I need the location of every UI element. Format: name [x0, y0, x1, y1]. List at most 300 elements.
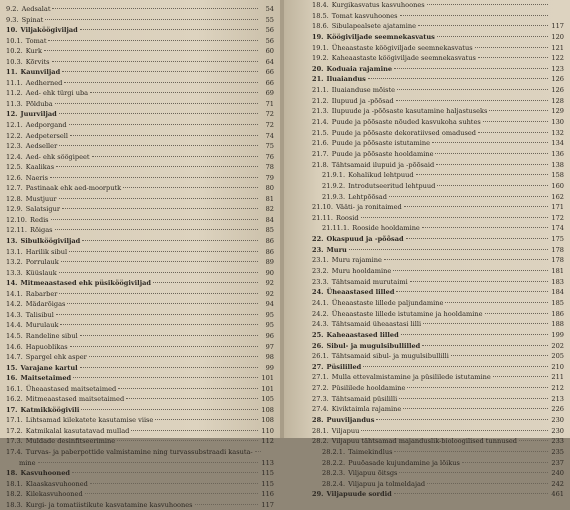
- toc-entry-number: 20.: [312, 64, 324, 73]
- toc-entry-number: 9.2.: [6, 5, 19, 13]
- toc-section-entry: [312, 96, 564, 107]
- toc-dot-leader: [400, 15, 548, 16]
- toc-entry-number: 13.1.: [6, 247, 23, 256]
- toc-chapter-entry: [6, 109, 274, 120]
- toc-entry-number: 21.5.: [312, 128, 329, 137]
- toc-entry-number: 28.2.4.: [322, 479, 346, 488]
- toc-section-entry: [6, 36, 274, 47]
- toc-dot-leader: [61, 261, 258, 262]
- toc-entry-title: Kurgikasvatus kasvuhoones: [331, 1, 425, 9]
- toc-dot-leader: [422, 345, 548, 346]
- toc-dot-leader: [437, 185, 548, 186]
- toc-section-entry: [6, 320, 274, 331]
- toc-page-number: 235: [551, 447, 564, 456]
- toc-dot-leader: [368, 78, 548, 79]
- toc-entry-title: Viljapuu õitsgs: [348, 469, 398, 478]
- toc-entry-title: Üheaastased maitsetaimed: [25, 384, 117, 393]
- toc-section-entry: [6, 500, 274, 510]
- toc-dot-leader: [90, 483, 258, 484]
- toc-entry-number: 12.10.: [6, 215, 27, 224]
- toc-dot-leader: [52, 61, 258, 62]
- toc-page-number: 202: [551, 341, 564, 350]
- toc-page-number: 92: [265, 279, 274, 288]
- toc-dot-leader: [59, 293, 258, 294]
- toc-section-entry: [312, 404, 564, 415]
- toc-entry-number: 28.2.1.: [322, 447, 346, 456]
- toc-entry-number: 18.3.: [6, 500, 23, 509]
- toc-entry-number: 10.1.: [6, 36, 23, 45]
- toc-dot-leader: [396, 100, 548, 101]
- toc-entry-title: Spargel ehk asper: [25, 353, 87, 362]
- toc-section-entry: [312, 11, 564, 22]
- toc-dot-leader: [48, 40, 258, 41]
- toc-entry-number: 26.1.: [312, 352, 329, 361]
- toc-entry-title: mine: [19, 458, 36, 467]
- toc-entry-title: Iluaiandus: [326, 75, 366, 84]
- toc-dot-leader: [59, 272, 258, 273]
- toc-entry-title: Mitmeaastased maitsetaimed: [25, 395, 125, 404]
- toc-page-number: 92: [265, 289, 274, 298]
- toc-page-number: 99: [265, 363, 274, 372]
- toc-entry-number: 28.: [312, 415, 324, 424]
- toc-entry-title: Redis: [29, 215, 49, 224]
- toc-page-number: 240: [551, 469, 564, 478]
- toc-dot-leader: [62, 71, 258, 72]
- toc-entry-title: Viljapuu: [331, 426, 360, 435]
- toc-dot-leader: [126, 398, 258, 399]
- toc-entry-title: Talisibul: [25, 310, 54, 319]
- toc-entry-title: Mustjuur: [25, 194, 57, 203]
- toc-entry-title: Püsililede hooldamine: [331, 384, 406, 393]
- toc-entry-title: Porrulauk: [25, 258, 59, 267]
- toc-dot-leader: [44, 50, 258, 51]
- toc-dot-leader: [376, 419, 548, 420]
- toc-entry-number: 28.2.2.: [322, 458, 346, 467]
- toc-page-number: 76: [265, 152, 274, 161]
- toc-entry-number: 14.4.: [6, 321, 23, 330]
- toc-page-number: 183: [551, 277, 564, 286]
- toc-entry-title: Rabarber: [25, 289, 58, 298]
- toc-dot-leader: [59, 113, 258, 114]
- toc-dot-leader: [56, 166, 258, 167]
- toc-entry-title: Sibul- ja mugulsibullilled: [326, 341, 421, 350]
- toc-dot-leader: [69, 251, 258, 252]
- toc-dot-leader: [82, 240, 258, 241]
- toc-entry-title: Aedsalat: [21, 5, 51, 13]
- toc-dot-leader: [255, 451, 261, 452]
- toc-page-number: 138: [551, 160, 564, 169]
- toc-page-number: 56: [265, 36, 274, 45]
- toc-dot-leader: [384, 259, 548, 260]
- toc-chapter-entry: [6, 278, 274, 289]
- toc-page-number: 178: [551, 245, 564, 254]
- toc-dot-leader: [80, 335, 258, 336]
- toc-entry-number: 21.4.: [312, 118, 329, 127]
- toc-entry-title: Turvas- ja paberpottide valmistamine ning turvassubstraadi kasuta-: [25, 447, 253, 456]
- toc-entry-title: Puuõasade kujundamine ja lõikus: [348, 458, 460, 467]
- toc-page-number: 158: [551, 171, 564, 180]
- toc-entry-number: 26.: [312, 341, 324, 350]
- toc-chapter-entry: [312, 489, 564, 500]
- toc-entry-title: Lehtpõõsad: [348, 192, 387, 201]
- toc-page-number: 233: [551, 437, 564, 446]
- toc-section-entry: [312, 436, 564, 447]
- toc-entry-title: Spinat: [21, 15, 44, 24]
- toc-dot-leader: [397, 89, 548, 90]
- toc-section-entry: [6, 310, 274, 321]
- toc-section-entry: [6, 46, 274, 57]
- toc-dot-leader: [393, 270, 548, 271]
- toc-entry-number: 27.4.: [312, 405, 329, 414]
- toc-entry-number: 11.3.: [6, 99, 23, 108]
- toc-entry-number: 23.3.: [312, 277, 329, 286]
- toc-entry-number: 16.1.: [6, 384, 23, 393]
- toc-dot-leader: [394, 451, 548, 452]
- toc-entry-title: Ilupuude ja -põõsaste kasutamine haljastuseks: [331, 107, 488, 116]
- toc-section-entry: [312, 106, 564, 117]
- toc-page-number: 110: [261, 426, 274, 435]
- toc-section-entry: [312, 192, 564, 203]
- toc-page-number: 84: [265, 215, 274, 224]
- toc-page-number: 205: [551, 352, 564, 361]
- toc-section-entry: [312, 43, 564, 54]
- toc-dot-leader: [436, 164, 548, 165]
- toc-section-entry: [6, 458, 274, 469]
- toc-section-entry: [6, 299, 274, 310]
- toc-entry-number: 27.: [312, 362, 324, 371]
- toc-page-number: 115: [261, 469, 274, 478]
- toc-dot-leader: [437, 36, 548, 37]
- toc-section-entry: [312, 138, 564, 149]
- toc-chapter-entry: [312, 415, 564, 426]
- toc-entry-number: 17.3.: [6, 437, 23, 446]
- toc-section-entry: [312, 426, 564, 437]
- toc-entry-title: Rõigas: [29, 226, 53, 235]
- toc-section-entry: [312, 202, 564, 213]
- toc-entry-title: Pastinaak ehk aed-moorputk: [25, 184, 122, 193]
- toc-section-entry: [6, 15, 274, 26]
- toc-dot-leader: [427, 483, 548, 484]
- toc-dot-leader: [90, 92, 258, 93]
- toc-entry-title: Küüslauk: [25, 268, 57, 277]
- toc-entry-title: Muru hooldamine: [331, 267, 392, 276]
- toc-entry-title: Tähtsamaid ilupuid ja -põõsaid: [331, 160, 435, 169]
- toc-section-entry: [6, 426, 274, 437]
- toc-page-number: 117: [551, 22, 564, 31]
- toc-page-number: 116: [261, 490, 274, 499]
- toc-chapter-entry: [312, 341, 564, 352]
- toc-entry-number: 12.5.: [6, 163, 23, 172]
- toc-entry-number: 12.8.: [6, 194, 23, 203]
- toc-page-number: 95: [265, 321, 274, 330]
- toc-section-entry: [6, 152, 274, 163]
- toc-page-number: 82: [265, 205, 274, 214]
- toc-entry-number: 15.: [6, 363, 18, 372]
- toc-dot-leader: [361, 430, 548, 431]
- toc-dot-leader: [64, 82, 258, 83]
- toc-page-number: 237: [551, 458, 564, 467]
- toc-dot-leader: [92, 156, 258, 157]
- toc-section-entry: [6, 479, 274, 490]
- toc-section-entry: [6, 225, 274, 236]
- toc-chapter-entry: [312, 64, 564, 75]
- toc-entry-title: Roosid: [335, 213, 359, 222]
- toc-entry-title: Mädarõigas: [25, 300, 66, 309]
- toc-page-number: 120: [551, 32, 564, 41]
- toc-dot-leader: [59, 198, 258, 199]
- toc-section-entry: [312, 447, 564, 458]
- toc-entry-title: Kaunviljad: [20, 68, 61, 77]
- toc-dot-leader: [406, 238, 548, 239]
- toc-page-number: 126: [551, 75, 564, 84]
- toc-entry-number: 13.: [6, 237, 18, 246]
- toc-page-number: 79: [265, 173, 274, 182]
- toc-page-number: 78: [265, 163, 274, 172]
- toc-chapter-entry: [6, 405, 274, 416]
- toc-page-number: 66: [265, 68, 274, 77]
- toc-dot-leader: [155, 419, 258, 420]
- toc-dot-leader: [70, 135, 258, 136]
- toc-page-number: 123: [551, 64, 564, 73]
- toc-entry-title: Klaaskasvuhooned: [25, 479, 88, 488]
- toc-page-number: 54: [265, 5, 274, 13]
- toc-page-number: 175: [551, 235, 564, 244]
- toc-section-entry: [6, 394, 274, 405]
- toc-entry-title: Tähtsamaid sibul- ja mugulsibullilli: [331, 352, 449, 361]
- toc-chapter-entry: [6, 25, 274, 36]
- toc-section-entry: [312, 53, 564, 64]
- toc-entry-title: Tähtsamaid murutaimi: [331, 277, 408, 286]
- toc-dot-leader: [399, 472, 548, 473]
- toc-page-number: 230: [551, 415, 564, 424]
- toc-entry-number: 21.6.: [312, 139, 329, 148]
- toc-page-number: 108: [261, 405, 274, 414]
- toc-entry-title: Püsililled: [326, 362, 362, 371]
- toc-page-number: 60: [265, 47, 274, 56]
- toc-page-number: 185: [551, 298, 564, 307]
- toc-page-number: 66: [265, 78, 274, 87]
- toc-page-number: 160: [551, 181, 564, 190]
- toc-dot-leader: [52, 8, 258, 9]
- left-page: [0, 0, 282, 509]
- toc-entry-title: Muldade desinfitseerimine: [25, 437, 116, 446]
- toc-page-number: 86: [265, 237, 274, 246]
- toc-dot-leader: [55, 229, 258, 230]
- toc-section-entry: [6, 4, 274, 15]
- toc-dot-leader: [396, 291, 548, 292]
- toc-entry-number: 21.11.: [312, 213, 333, 222]
- toc-entry-title: Kiviktaimla rajamine: [331, 405, 402, 414]
- toc-entry-title: Puuviljandus: [326, 415, 375, 424]
- toc-entry-number: 17.2.: [6, 426, 23, 435]
- toc-dot-leader: [389, 196, 548, 197]
- toc-entry-title: Puude ja põõsaste istutamine: [331, 139, 430, 148]
- toc-entry-number: 12.4.: [6, 152, 23, 161]
- toc-section-entry: [6, 88, 274, 99]
- toc-entry-title: Introdutseeritud lehtpuud: [348, 181, 436, 190]
- toc-section-entry: [312, 85, 564, 96]
- toc-entry-number: 28.1.: [312, 426, 329, 435]
- toc-entry-number: 12.1.: [6, 121, 23, 130]
- toc-page-number: 72: [265, 110, 274, 119]
- toc-entry-title: Aedpetersell: [25, 131, 68, 140]
- toc-section-entry: [6, 183, 274, 194]
- toc-entry-number: 16.: [6, 374, 18, 383]
- toc-dot-leader: [72, 472, 258, 473]
- toc-entry-title: Tähtsamaid üheaastasi lilli: [331, 320, 422, 329]
- toc-entry-number: 28.2.: [312, 437, 329, 446]
- toc-entry-number: 16.2.: [6, 395, 23, 404]
- toc-dot-leader: [51, 219, 258, 220]
- toc-dot-leader: [418, 25, 548, 26]
- toc-entry-title: Rooside hooldamine: [352, 224, 420, 233]
- toc-entry-number: 14.2.: [6, 300, 23, 309]
- toc-dot-leader: [445, 302, 548, 303]
- toc-dot-leader: [394, 493, 548, 494]
- toc-page-number: 94: [265, 300, 274, 309]
- toc-page-number: 122: [551, 54, 564, 63]
- toc-section-entry: [312, 298, 564, 309]
- toc-entry-title: Aed- ehk türgi uba: [25, 89, 89, 98]
- toc-dot-leader: [404, 206, 548, 207]
- toc-entry-title: Iluaianduse mõiste: [331, 86, 396, 95]
- toc-section-entry: [6, 247, 274, 258]
- toc-section-entry: [6, 141, 274, 152]
- toc-page-number: 136: [551, 149, 564, 158]
- toc-dot-leader: [427, 4, 548, 5]
- toc-entry-number: 21.11.1.: [322, 224, 350, 233]
- toc-entry-number: 27.3.: [312, 394, 329, 403]
- toc-entry-title: Lihtsamad kilekatete kasutamise viise: [25, 416, 154, 425]
- toc-dot-leader: [62, 208, 258, 209]
- toc-entry-number: 12.7.: [6, 184, 23, 193]
- toc-section-entry: [312, 0, 564, 11]
- toc-dot-leader: [131, 430, 258, 431]
- toc-entry-number: 24.2.: [312, 309, 329, 318]
- toc-section-entry: [6, 57, 274, 68]
- toc-page-number: 108: [261, 416, 274, 425]
- toc-chapter-entry: [312, 32, 564, 43]
- toc-chapter-entry: [312, 330, 564, 341]
- toc-page-number: 69: [265, 89, 274, 98]
- toc-entry-number: 14.3.: [6, 310, 23, 319]
- toc-entry-title: Taimekindlus: [348, 447, 393, 456]
- toc-entry-number: 18.6.: [312, 22, 329, 31]
- toc-entry-title: Katmikalal kasutatavad mullad: [25, 426, 130, 435]
- toc-entry-number: 19.1.: [312, 43, 329, 52]
- toc-section-entry: [6, 99, 274, 110]
- toc-entry-number: 9.3.: [6, 15, 19, 24]
- toc-section-entry: [312, 170, 564, 181]
- toc-page-number: 117: [261, 500, 274, 509]
- toc-entry-number: 13.3.: [6, 268, 23, 277]
- toc-section-entry: [312, 160, 564, 171]
- toc-dot-leader: [85, 493, 258, 494]
- toc-entry-number: 11.: [6, 68, 18, 77]
- toc-entry-number: 21.8.: [312, 160, 329, 169]
- toc-entry-title: Puude ja põõsaste dekoratiivsed omadused: [331, 128, 477, 137]
- toc-section-entry: [6, 268, 274, 279]
- toc-dot-leader: [399, 398, 548, 399]
- toc-page-number: 178: [551, 256, 564, 265]
- toc-page-number: 105: [261, 395, 274, 404]
- toc-entry-title: Kurgi- ja tomatiistikute kasvatamine kasvuhoones: [25, 500, 193, 509]
- toc-entry-title: Muru: [326, 245, 347, 254]
- toc-entry-title: Varajane kartul: [20, 363, 78, 372]
- toc-entry-number: 11.1.: [6, 78, 23, 87]
- toc-dot-leader: [422, 227, 548, 228]
- toc-section-entry: [312, 319, 564, 330]
- toc-entry-title: Viljapuu tähtsamad majanduslik-bioloogilised tunnused: [331, 437, 517, 446]
- toc-entry-number: 24.: [312, 288, 324, 297]
- toc-page-number: 212: [551, 384, 564, 393]
- toc-dot-leader: [123, 187, 258, 188]
- toc-entry-number: 17.4.: [6, 447, 23, 456]
- toc-section-entry: [6, 415, 274, 426]
- toc-section-entry: [312, 21, 564, 32]
- toc-entry-number: 23.2.: [312, 267, 329, 276]
- toc-page-number: 72: [265, 121, 274, 130]
- toc-dot-leader: [432, 142, 548, 143]
- toc-page-number: 98: [265, 353, 274, 362]
- toc-entry-title: Katmikköögivili: [20, 405, 80, 414]
- toc-entry-title: Aedherned: [25, 78, 63, 87]
- toc-dot-leader: [423, 323, 548, 324]
- toc-page-number: 126: [551, 86, 564, 95]
- toc-entry-number: 22.: [312, 235, 324, 244]
- toc-entry-title: Tomat: [25, 36, 47, 45]
- toc-page-number: 97: [265, 342, 274, 351]
- toc-dot-leader: [195, 504, 258, 505]
- toc-entry-title: Puude ja põõsaste nõuded kasvukoha suhtes: [331, 118, 481, 127]
- toc-section-entry: [312, 277, 564, 288]
- toc-chapter-entry: [6, 67, 274, 78]
- toc-dot-leader: [493, 376, 548, 377]
- toc-entry-title: Tomat kasvuhoones: [331, 11, 398, 20]
- toc-entry-title: Kurk: [25, 47, 42, 56]
- toc-entry-number: 21.9.1.: [322, 171, 346, 180]
- toc-entry-number: 27.1.: [312, 373, 329, 382]
- toc-page-number: 128: [551, 96, 564, 105]
- toc-section-entry: [312, 255, 564, 266]
- toc-chapter-entry: [312, 287, 564, 298]
- toc-entry-title: Kaheaastased lilled: [326, 330, 399, 339]
- toc-entry-title: Muru rajamine: [331, 256, 382, 265]
- toc-entry-title: Kaalikas: [25, 163, 55, 172]
- toc-section-entry: [312, 149, 564, 160]
- toc-page-number: 101: [261, 374, 274, 383]
- toc-page-number: 230: [551, 426, 564, 435]
- toc-entry-title: Üheaastased lilled: [326, 288, 395, 297]
- toc-section-entry: [312, 223, 564, 234]
- toc-entry-title: Kõrvits: [25, 57, 50, 66]
- toc-dot-leader: [38, 462, 258, 463]
- toc-page-number: 75: [265, 142, 274, 151]
- toc-entry-number: 12.9.: [6, 205, 23, 214]
- toc-section-entry: [312, 266, 564, 277]
- toc-section-entry: [6, 215, 274, 226]
- toc-dot-leader: [56, 314, 258, 315]
- toc-section-entry: [6, 342, 274, 353]
- toc-dot-leader: [410, 281, 548, 282]
- toc-chapter-entry: [6, 236, 274, 247]
- toc-entry-title: Mitmeaastased ehk püsiköögiviljad: [20, 279, 151, 288]
- toc-page-number: 181: [551, 267, 564, 276]
- toc-dot-leader: [485, 313, 548, 314]
- toc-entry-title: Köögiviljade seemnekasvatus: [326, 32, 435, 41]
- toc-dot-leader: [118, 388, 258, 389]
- toc-page-number: 95: [265, 310, 274, 319]
